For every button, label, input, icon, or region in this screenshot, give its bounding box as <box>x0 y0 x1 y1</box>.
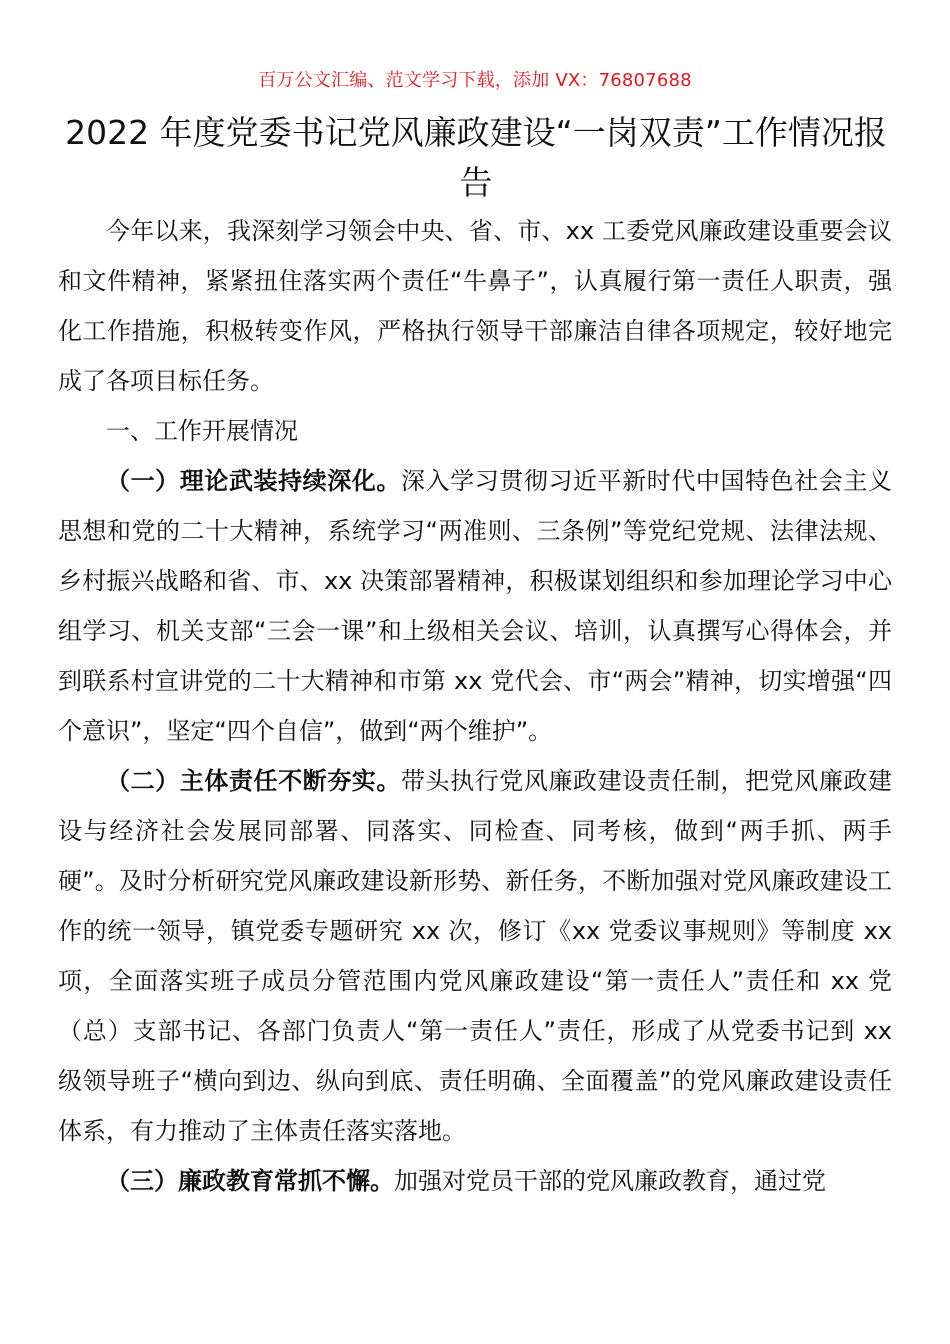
item-lead-3: （三）廉政教育常抓不懈。 <box>106 1167 394 1195</box>
document-title: 2022 年度党委书记党风廉政建设“一岗双责”工作情况报告 <box>65 113 887 202</box>
section-heading-1: 一、工作开展情况 <box>106 417 298 445</box>
item-body-2: 带头执行党风廉政建设责任制，把党风廉政建设与经济社会发展同部署、同落实、同检查、同考核，做到“两手抓、两手硬”。及时分析研究党风廉政建设新形势、新任务，不断加强对党风廉政建设工作的统一领导，镇党委专题研究 xx 次，修订《xx 党委议事规则》等制度 xx 项，全面落实班子成员分管范围内党风廉政建设“第一责任人”责任和 xx 党（总）支部书记、各部门负责人“第一责任人”责任，形成了从党委书记到 xx 级领导班子“横向到边、纵向到底、责任明确、全面覆盖”的党风廉政建设责任体系，有力推动了主体责任落实落地。 <box>58 767 892 1145</box>
watermark-banner: 百万公文汇编、范文学习下载，添加 VX：76807688 <box>258 70 692 91</box>
item-lead-2: （二）主体责任不断夯实。 <box>106 767 401 795</box>
item-paragraph-1 <box>58 456 892 756</box>
intro-paragraph: 今年以来，我深刻学习领会中央、省、市、xx 工委党风廉政建设重要会议和文件精神，紧紧扭住落实两个责任“牛鼻子”，认真履行第一责任人职责，强化工作措施，积极转变作风，严格执行领导干部廉洁自律各项规定，较好地完成了各项目标任务。 <box>58 217 892 395</box>
item-body-3: 加强对党员干部的党风廉政教育，通过党 <box>394 1167 826 1195</box>
document-body <box>58 206 892 1206</box>
item-body-1: 深入学习贯彻习近平新时代中国特色社会主义思想和党的二十大精神，系统学习“两准则、三条例”等党纪党规、法律法规、乡村振兴战略和省、市、xx 决策部署精神，积极谋划组织和参加理论学习中心组学习、机关支部“三会一课”和上级相关会议、培训，认真撰写心得体会，并到联系村宣讲党的二十大精神和市第 xx 党代会、市“两会”精神，切实增强“四个意识”，坚定“四个自信”，做到“两个维护”。 <box>58 467 892 745</box>
item-paragraph-3 <box>58 1156 892 1206</box>
item-paragraph-2 <box>58 756 892 1156</box>
item-lead-1: （一）理论武装持续深化。 <box>106 467 401 495</box>
